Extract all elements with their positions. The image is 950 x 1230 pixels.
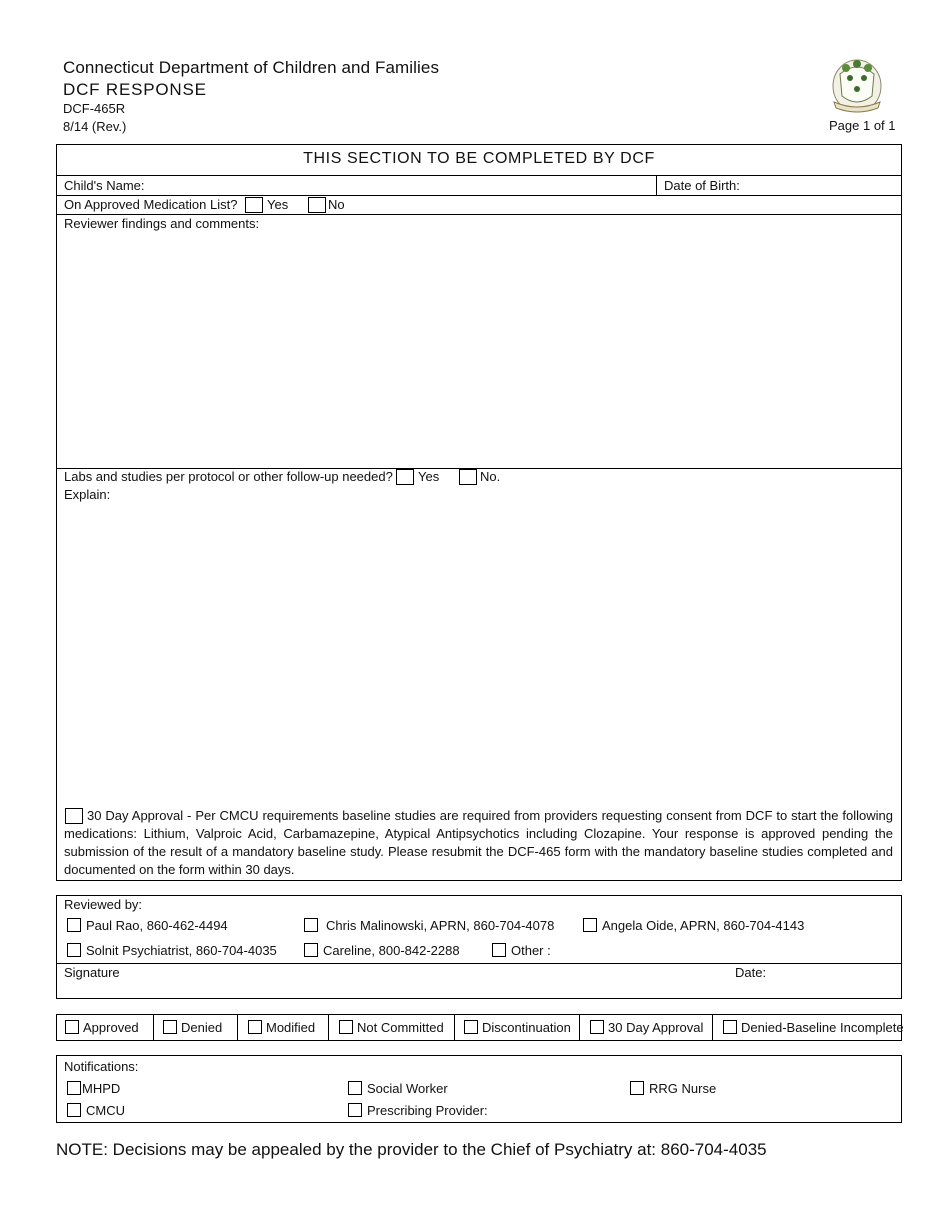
decision-approved-label: Approved [83,1020,139,1035]
notify-cmcu-label: CMCU [86,1103,125,1118]
notify-social-worker-checkbox[interactable] [348,1081,362,1095]
reviewer-paul-rao-label: Paul Rao, 860-462-4494 [86,918,228,933]
approved-list-no-checkbox[interactable] [308,197,326,213]
reviewer-careline-label: Careline, 800-842-2288 [323,943,460,958]
signature-label: Signature [64,965,120,980]
labs-no-checkbox[interactable] [459,469,477,485]
reviewer-angela-oide-checkbox[interactable] [583,918,597,932]
appeal-note: NOTE: Decisions may be appealed by the provider to the Chief of Psychiatry at: 860-704-4035 [56,1140,767,1159]
decision-not-committed-checkbox[interactable] [339,1020,353,1034]
decision-not-committed-label: Not Committed [357,1020,444,1035]
form-revision: 8/14 (Rev.) [63,119,127,134]
explain-field[interactable] [60,505,898,800]
decision-modified-checkbox[interactable] [248,1020,262,1034]
agency-name: Connecticut Department of Children and Families [63,58,440,77]
approved-list-label: On Approved Medication List? [64,197,238,212]
decision-denied-baseline-checkbox[interactable] [723,1020,737,1034]
decision-approved-checkbox[interactable] [65,1020,79,1034]
explain-label: Explain: [64,487,111,502]
notify-rrg-nurse-label: RRG Nurse [649,1081,717,1096]
reviewer-chris-malinowski-label: Chris Malinowski, APRN, 860-704-4078 [326,918,555,933]
notify-mhpd-checkbox[interactable] [67,1081,81,1095]
reviewer-careline-checkbox[interactable] [304,943,318,957]
notifications-label: Notifications: [64,1059,139,1074]
page-number: Page 1 of 1 [829,118,896,133]
reviewer-solnit-checkbox[interactable] [67,943,81,957]
notify-rrg-nurse-checkbox[interactable] [630,1081,644,1095]
reviewer-chris-malinowski-checkbox[interactable] [304,918,318,932]
decision-discontinuation-label: Discontinuation [482,1020,571,1035]
thirty-day-approval-text: 30 Day Approval - Per CMCU requirements baseline studies are required from providers requesting consent from DCF to start the following medications: Lithium, Valproic Acid, Carbamazepine, Atypical Antipsychotics including Clozapine. Your response is approved pending the submission of the result of a mandatory baseline study. Please resubmit the DCF-465 form with the mandatory baseline studies completed and documented on the form within 30 days. [64,808,893,877]
notify-social-worker-label: Social Worker [367,1081,448,1096]
labs-needed-label: Labs and studies per protocol or other follow-up needed? [64,469,393,484]
reviewer-other-checkbox[interactable] [492,943,506,957]
decision-denied-baseline-label: Denied-Baseline Incomplete [741,1020,904,1035]
labs-no-label: No. [480,469,501,484]
decision-modified-label: Modified [266,1020,316,1035]
reviewer-findings-label: Reviewer findings and comments: [64,216,260,231]
approved-list-no-label: No [328,197,345,212]
reviewer-solnit-label: Solnit Psychiatrist, 860-704-4035 [86,943,277,958]
notify-prescribing-provider-label: Prescribing Provider: [367,1103,488,1118]
approved-list-yes-checkbox[interactable] [245,197,263,213]
reviewed-by-label: Reviewed by: [64,897,143,912]
form-number: DCF-465R [63,101,126,116]
labs-yes-label: Yes [418,469,440,484]
section-title: THIS SECTION TO BE COMPLETED BY DCF [303,150,655,167]
decision-30-day-approval-label: 30 Day Approval [608,1020,704,1035]
decision-30-day-approval-checkbox[interactable] [590,1020,604,1034]
notify-prescribing-provider-checkbox[interactable] [348,1103,362,1117]
signature-field[interactable] [140,965,720,995]
reviewer-other-label: Other : [511,943,551,958]
dob-label: Date of Birth: [664,178,740,193]
reviewer-angela-oide-label: Angela Oide, APRN, 860-704-4143 [602,918,805,933]
notify-mhpd-label: MHPD [82,1081,121,1096]
decision-denied-checkbox[interactable] [163,1020,177,1034]
form-title: DCF RESPONSE [63,80,207,99]
childs-name-label: Child's Name: [64,178,145,193]
approved-list-yes-label: Yes [267,197,289,212]
state-seal-icon [828,56,886,116]
signature-date-label: Date: [735,965,767,980]
reviewer-findings-field[interactable] [60,234,898,466]
decision-discontinuation-checkbox[interactable] [464,1020,478,1034]
labs-yes-checkbox[interactable] [396,469,414,485]
decision-denied-label: Denied [181,1020,223,1035]
notify-cmcu-checkbox[interactable] [67,1103,81,1117]
reviewer-paul-rao-checkbox[interactable] [67,918,81,932]
